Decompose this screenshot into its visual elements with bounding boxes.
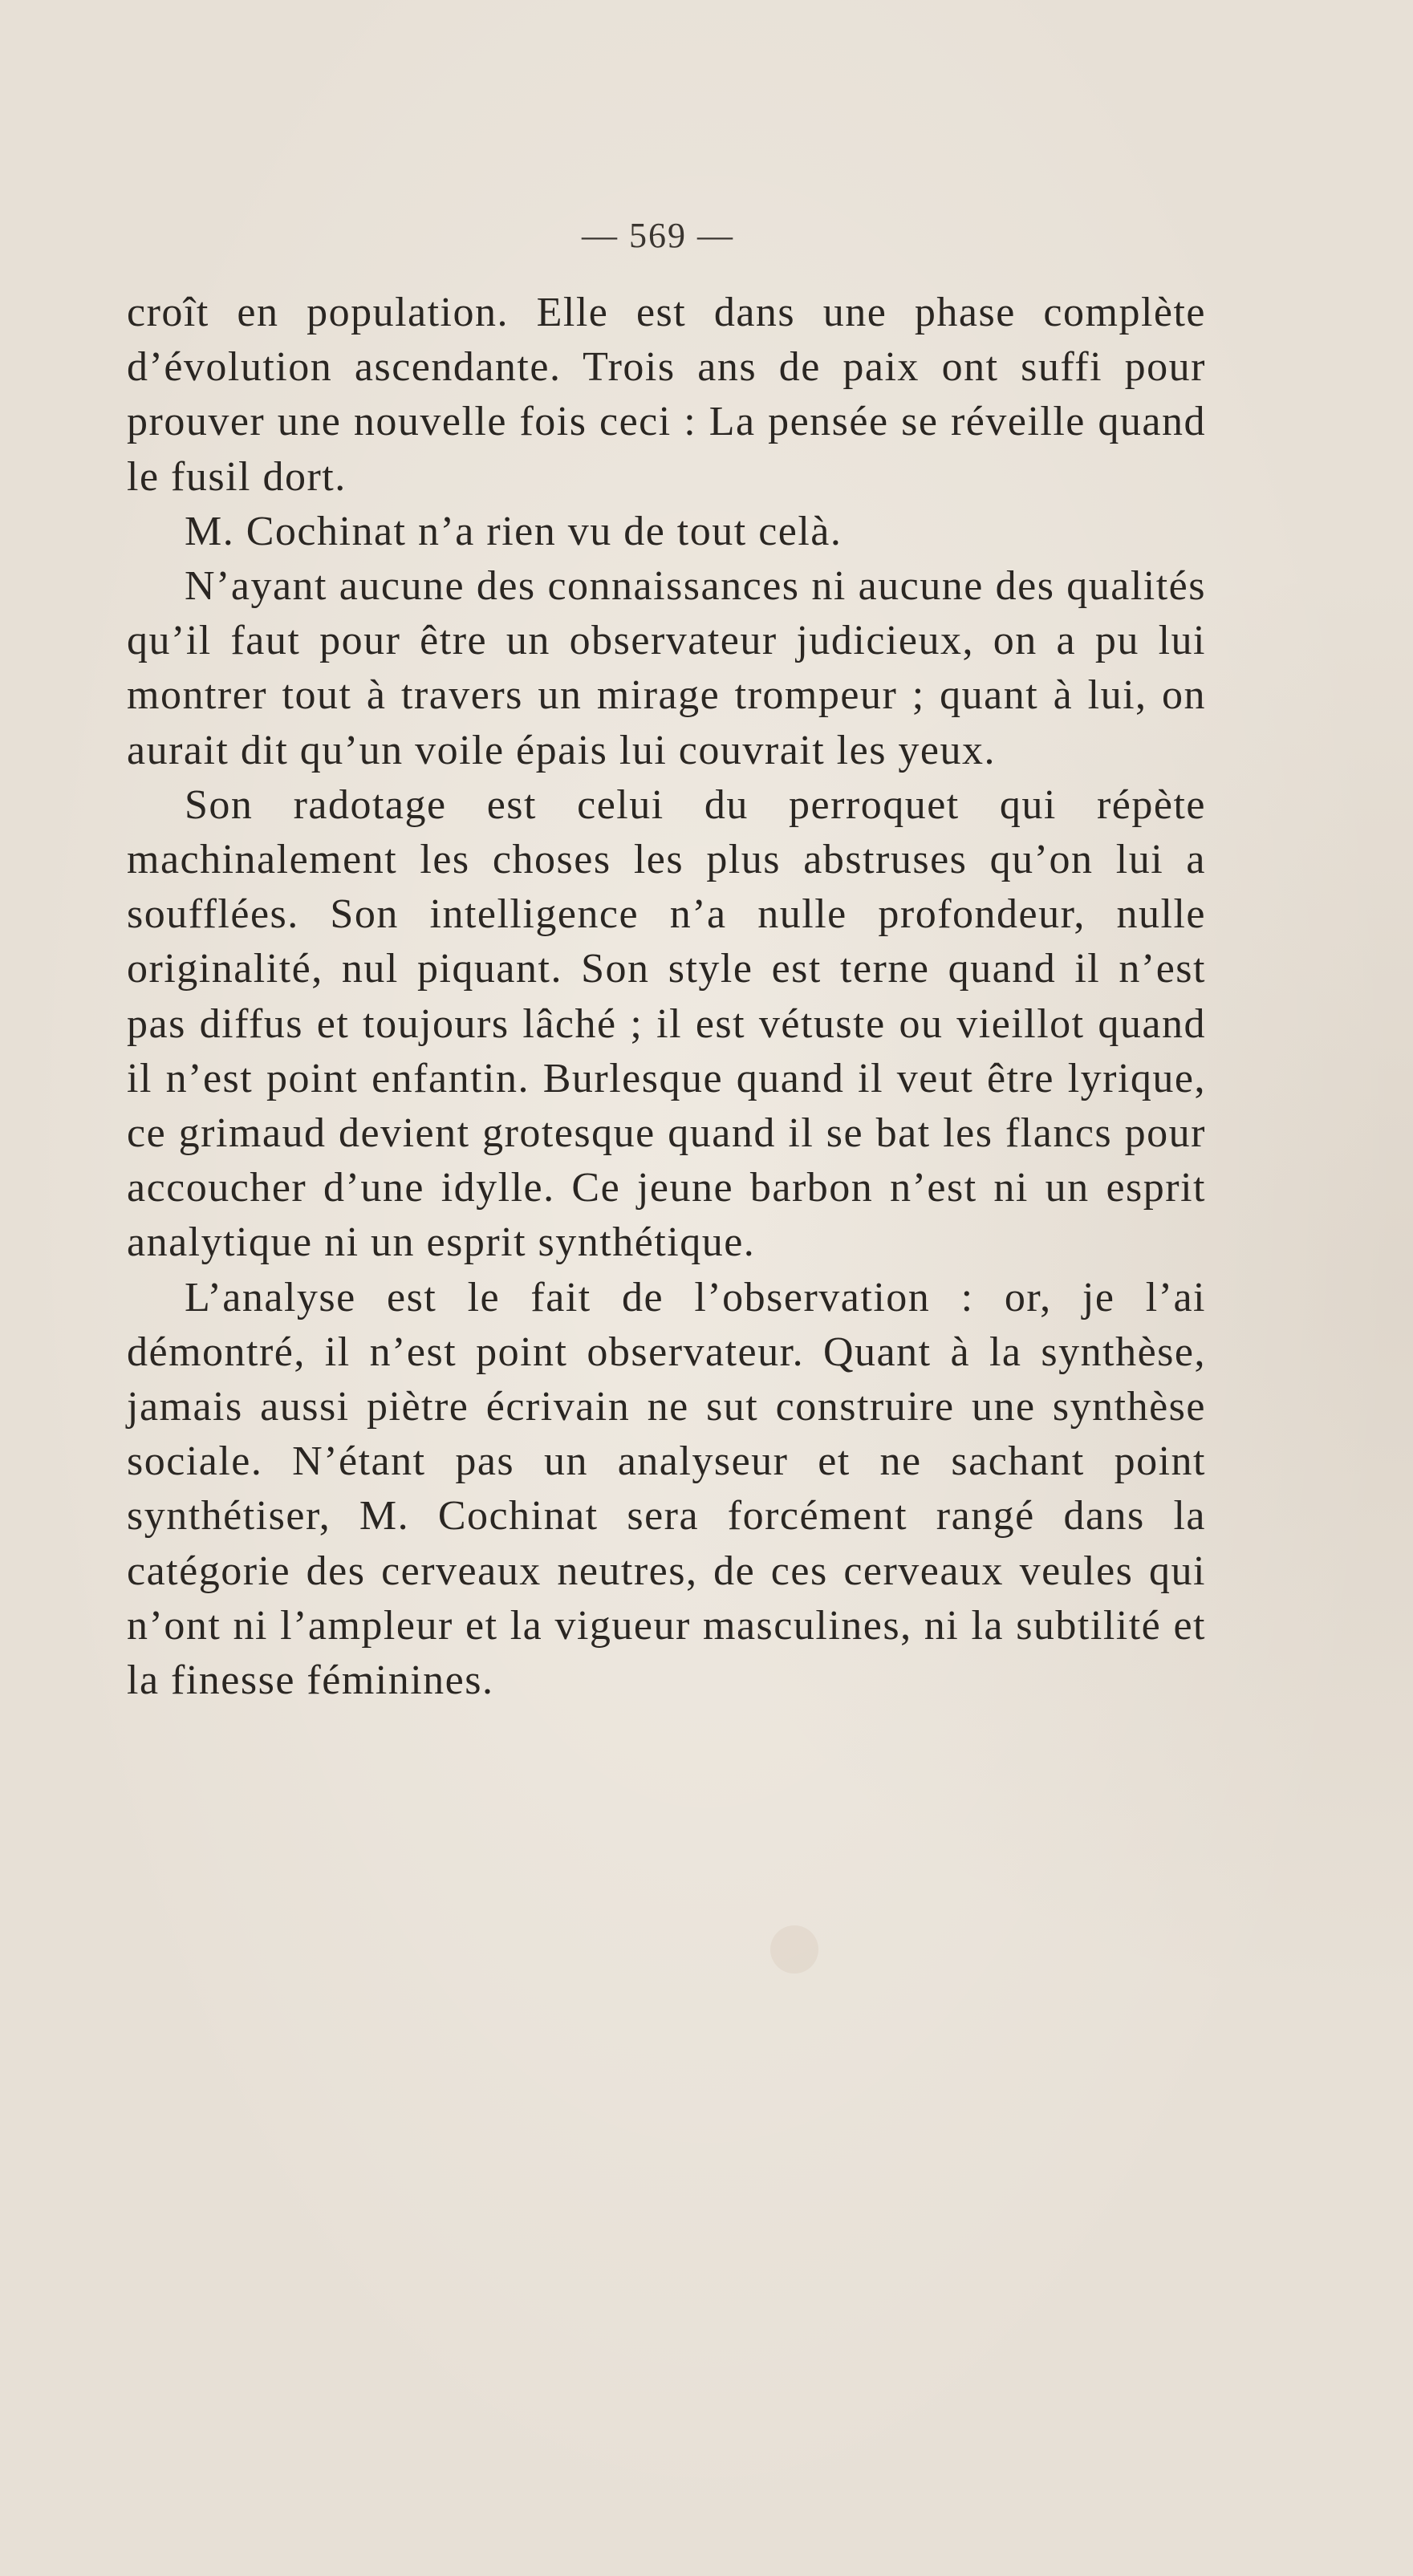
- paper-stain: [770, 1925, 818, 1974]
- paragraph: M. Cochinat n’a rien vu de tout celà.: [185, 508, 843, 554]
- paragraph: Son radotage est celui du perroquet qui répète machinalement les choses les plus abstruses qu’on lui a soufflées. Son intelligence n’a nulle profondeur, nulle originalité, nul piquant. Son style est terne quand il n’est pas diffus et toujours lâché ; il est vétuste ou vieillot quand il n’est point enfantin. Burlesque quand il veut être lyrique, ce grimaud devient grotesque quand il se bat les flancs pour accoucher d’une idylle. Ce jeune barbon n’est ni un esprit analytique ni un esprit synthétique.: [127, 781, 1206, 1266]
- page-number: — 569 —: [582, 216, 734, 255]
- body-text: [127, 286, 1206, 1708]
- paragraph: L’analyse est le fait de l’observation : or, je l’ai démontré, il n’est point observateur. Quant à la synthèse, jamais aussi piètre écrivain ne sut construire une synthèse sociale. N’étant pas un analyseur et ne sachant point synthétiser, M. Cochinat sera forcément rangé dans la catégorie des cerveaux neutres, de ces cerveaux veules qui n’ont ni l’ampleur et la vigueur masculines, ni la subtilité et la finesse féminines.: [127, 1274, 1206, 1704]
- paragraph: croît en population. Elle est dans une phase complète d’évolution ascendante. Trois ans de paix ont suffi pour prouver une nouvelle fois ceci : La pensée se réveille quand le fusil dort.: [127, 290, 1206, 500]
- paragraph: N’ayant aucune des connaissances ni aucune des qualités qu’il faut pour être un observateur judicieux, on a pu lui montrer tout à travers un mirage trompeur ; quant à lui, on aurait dit qu’un voile épais lui couvrait les yeux.: [127, 563, 1206, 773]
